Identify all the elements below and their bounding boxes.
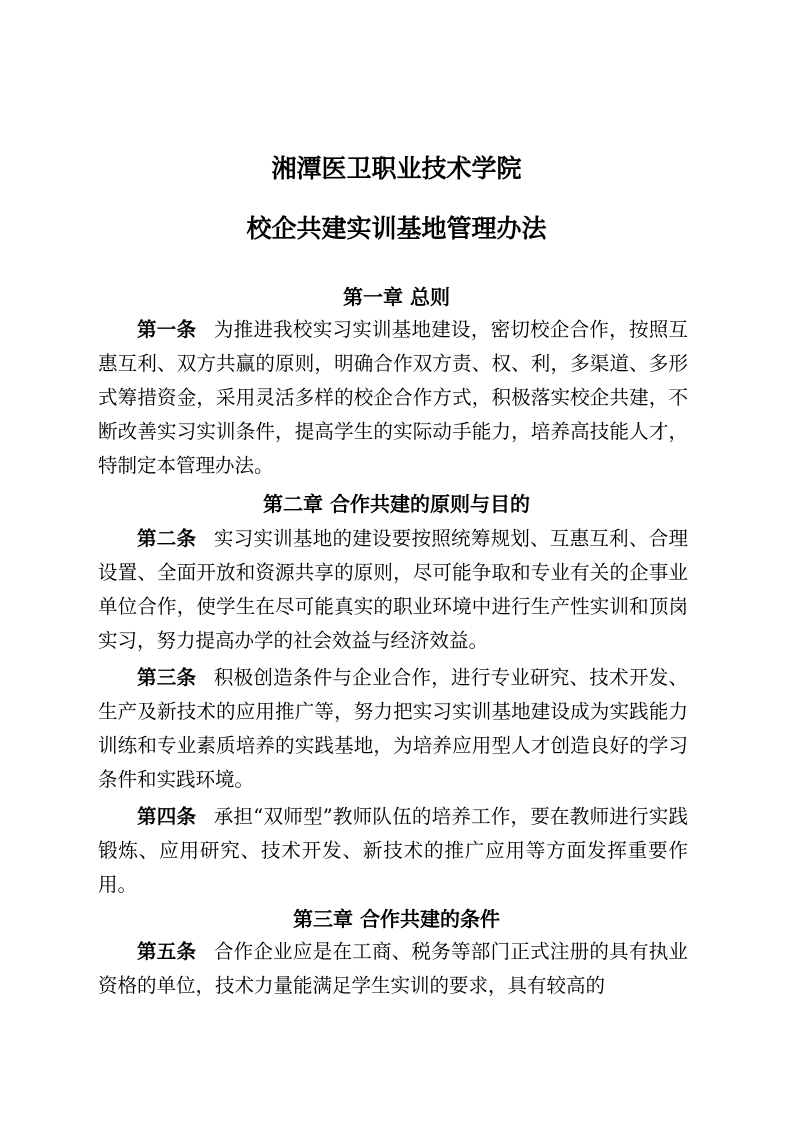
article-text-1: 为推进我校实习实训基地建设，密切校企合作，按照互惠互利、双方共赢的原则，明确合作双方责、权、利，多渠道、多形式筹措资金，采用灵活多样的校企合作方式，积极落实校企共建，不断改善实习实训条件，提高学生的实际动手能力，培养高技能人才，特制定本管理办法。 [98,318,688,477]
article-label-4: 第四条 [137,805,197,828]
article-label-1: 第一条 [137,318,197,341]
chapter-heading-3: 第三章 合作共建的条件 [293,907,500,931]
article-label-3: 第三条 [137,666,197,689]
document-title-line-2: 校企共建实训基地管理办法 [246,214,547,243]
document-title-line-1: 湘潭医卫职业技术学院 [271,154,522,183]
article-paragraph-4 [98,800,688,902]
chapter-heading-2: 第二章 合作共建的原则与目的 [263,492,530,516]
article-text-2: 实习实训基地的建设要按照统筹规划、互惠互利、合理设置、全面开放和资源共享的原则，尽可能争取和专业有关的企事业单位合作，使学生在尽可能真实的职业环境中进行生产性实训和顶岗实习，努力提高办学的社会效益与经济效益。 [98,527,688,652]
article-label-5: 第五条 [137,940,197,963]
article-paragraph-2 [98,522,688,658]
article-text-4: 承担“双师型”教师队伍的培养工作，要在教师进行实践锻炼、应用研究、技术开发、新技术的推广应用等方面发挥重要作用。 [98,805,688,896]
article-paragraph-1 [98,313,688,483]
article-paragraph-5 [98,935,688,1003]
article-text-3: 积极创造条件与企业合作，进行专业研究、技术开发、生产及新技术的应用推广等，努力把实习实训基地建设成为实践能力训练和专业素质培养的实践基地，为培养应用型人才创造良好的学习条件和实践环境。 [98,666,688,791]
article-label-2: 第二条 [137,527,197,550]
chapter-heading-1: 第一章 总则 [343,285,450,309]
article-text-5: 合作企业应是在工商、税务等部门正式注册的具有执业资格的单位，技术力量能满足学生实训的要求，具有较高的 [98,940,688,997]
article-paragraph-3 [98,661,688,797]
